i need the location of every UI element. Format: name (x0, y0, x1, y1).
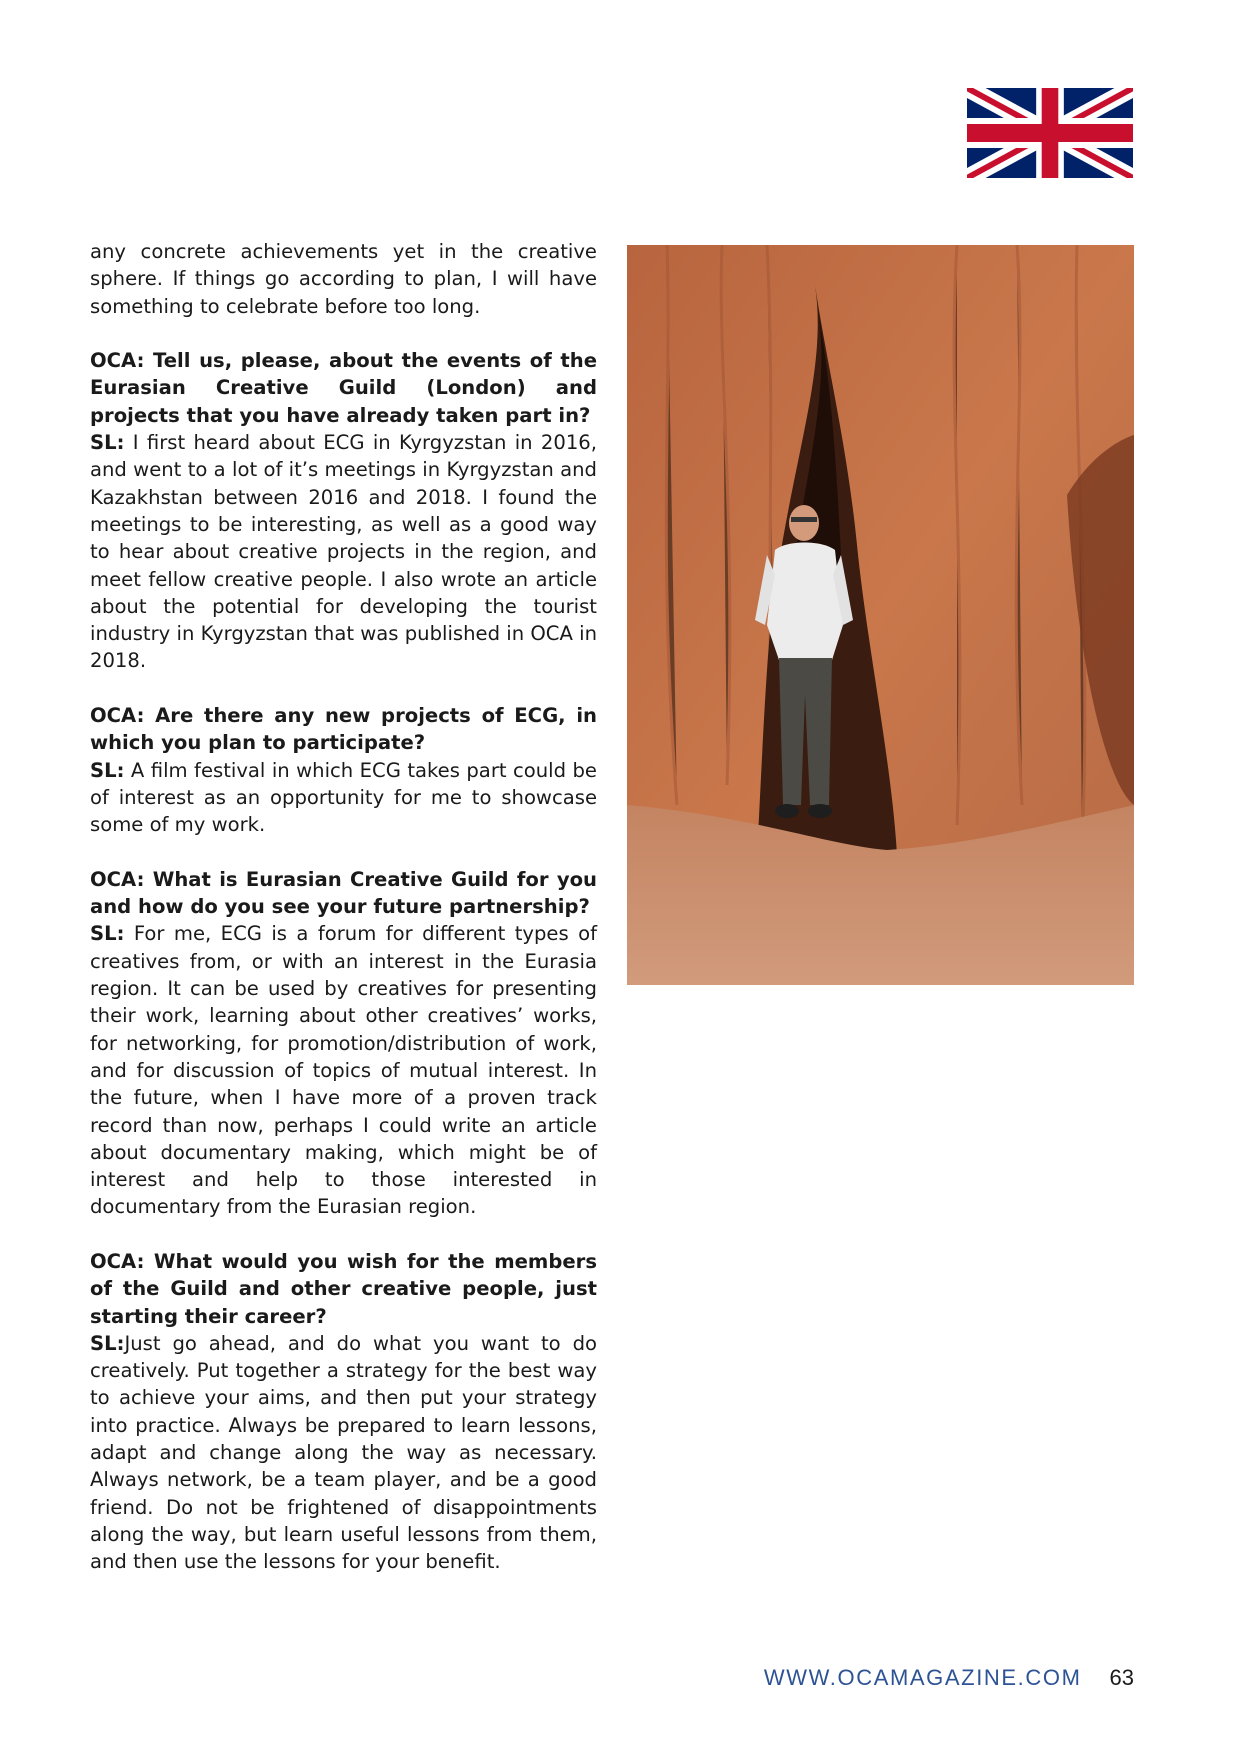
uk-flag-icon (967, 88, 1133, 178)
answer-label: SL: (90, 431, 125, 455)
qa-block (90, 866, 597, 1221)
qa-block (90, 702, 597, 838)
answer-label: SL: (90, 922, 125, 946)
answer: Just go ahead, and do what you want to do creatively. Put together a strategy for the best way to achieve your aims, and then put your strategy into practice. Always be prepared to learn lessons, adapt and change along the way as necessary. Always network, be a team player, and be a good friend. Do not be frightened of disappointments along the way, but learn useful lessons from them, and then use the lessons for your benefit. (90, 1331, 597, 1574)
answer: A film festival in which ECG takes part could be of interest as an opportunity for me to showcase some of my work. (90, 758, 597, 837)
question: OCA: What would you wish for the members of the Guild and other creative people, just starting their career? (90, 1249, 597, 1328)
answer: I first heard about ECG in Kyrgyzstan in 2016, and went to a lot of it’s meetings in Kyrgyzstan and Kazakhstan between 2016 and 2018. I found the meetings to be interesting, as well as a good way to hear about creative projects in the region, and meet fellow creative people. I also wrote an article about the potential for developing the tourist industry in Kyrgyzstan that was published in OCA in 2018. (90, 431, 597, 673)
qa-block (90, 347, 597, 675)
question: OCA: What is Eurasian Creative Guild for you and how do you see your future partnership? (90, 867, 597, 919)
answer-label: SL: (90, 758, 125, 782)
question: OCA: Tell us, please, about the events of the Eurasian Creative Guild (London) and projects that you have already taken part in? (90, 349, 597, 427)
intro-paragraph: any concrete achievements yet in the creative sphere. If things go according to plan, I will have something to celebrate before too long. (90, 240, 597, 318)
portrait-photo (627, 245, 1134, 985)
magazine-url-link[interactable]: WWW.OCAMAGAZINE.COM (763, 1665, 1082, 1690)
page-number: 63 (1109, 1665, 1134, 1690)
answer-label: SL: (90, 1331, 125, 1355)
qa-block (90, 1248, 597, 1576)
question: OCA: Are there any new projects of ECG, in which you plan to participate? (90, 704, 597, 755)
page-footer (764, 1663, 1134, 1693)
answer: For me, ECG is a forum for different types of creatives from, or with an interest in the Eurasia region. It can be used by creatives for presenting their work, learning about other creatives’ works, for networking, for promotion/distribution of work, and for discussion of topics of mutual interest. In the future, when I have more of a proven track record than now, perhaps I could write an article about documentary making, which might be of interest and help to those interested in documentary from the Eurasian region. (90, 922, 597, 1219)
article-column (90, 238, 597, 1603)
